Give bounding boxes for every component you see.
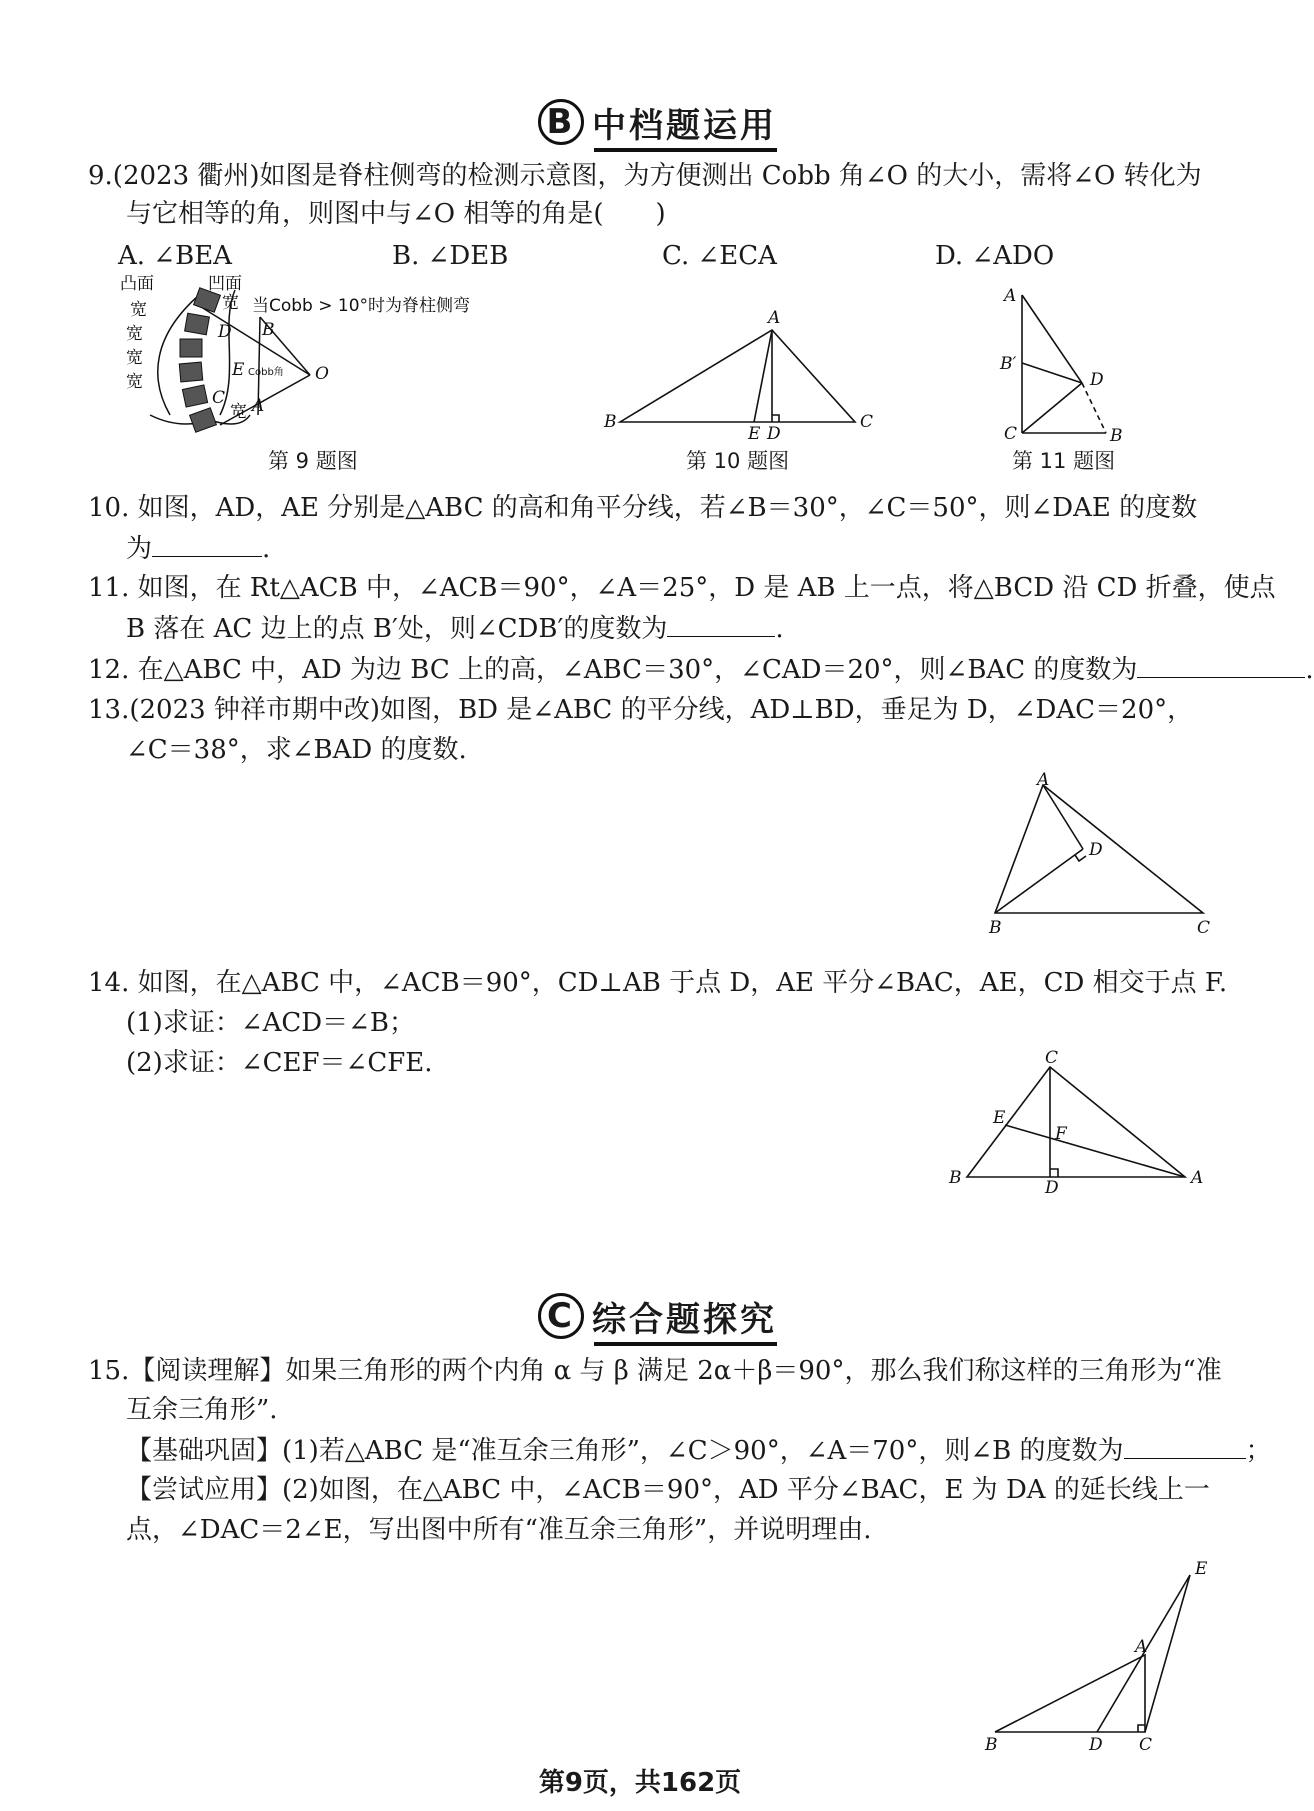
fig11-point-a: A — [1004, 286, 1017, 306]
fig9-point-b: B — [262, 320, 275, 340]
fig10-point-c: C — [860, 412, 874, 432]
fig9-point-a: A — [252, 396, 265, 416]
q12-line1-pre: 12. 在△ABC 中，AD 为边 BC 上的高，∠ABC＝30°，∠CAD＝20°，则∠BAC 的度数为 — [88, 655, 1138, 685]
q9-option-d: D. ∠ADO — [935, 241, 1055, 271]
figure-11-caption: 第 11 题图 — [1012, 449, 1116, 473]
fig14-point-c: C — [1045, 1048, 1059, 1068]
q11-answer-blank[interactable] — [667, 610, 775, 637]
fig9-wide-label-bottom: 宽 — [230, 402, 247, 422]
q10-line1: 10. 如图，AD，AE 分别是△ABC 的高和角平分线，若∠B＝30°，∠C＝50°，则∠DAE 的度数 — [88, 493, 1198, 523]
q10-answer-blank[interactable] — [152, 530, 262, 557]
fig15-point-b: B — [985, 1735, 998, 1755]
fig9-cobb-label: Cobb角 — [248, 367, 284, 378]
fig10-point-e: E — [748, 424, 761, 444]
fig9-point-e: E — [232, 360, 245, 380]
section-b-label: 中档题运用 — [592, 105, 777, 146]
q15-answer-blank[interactable] — [1124, 1432, 1246, 1459]
q15-line3 — [126, 1432, 1272, 1469]
figure-13-triangle — [975, 770, 1215, 940]
q12-line1 — [88, 651, 1314, 688]
fig14-point-b: B — [949, 1168, 962, 1188]
q10-line2-post: . — [262, 534, 271, 564]
page-number-footer: 第9页，共162页 — [538, 1768, 742, 1798]
q14-part2: (2)求证：∠CEF＝∠CFE. — [126, 1048, 433, 1078]
q14-line1: 14. 如图，在△ABC 中，∠ACB＝90°，CD⊥AB 于点 D，AE 平分∠BAC，AE，CD 相交于点 F. — [88, 968, 1228, 998]
figure-9-caption: 第 9 题图 — [268, 449, 358, 473]
q9-option-c: C. ∠ECA — [662, 241, 777, 271]
section-c-underline — [594, 1342, 777, 1346]
section-c-badge: C — [538, 1293, 584, 1339]
fig14-point-d: D — [1045, 1178, 1059, 1198]
q15-line1: 15.【阅读理解】如果三角形的两个内角 α 与 β 满足 2α＋β＝90°，那么我们称这样的三角形为“准 — [88, 1356, 1222, 1386]
fig9-wide-label-1: 宽 — [130, 300, 147, 320]
fig9-wide-label-top: 宽 — [222, 293, 239, 313]
q9-line1: 9.(2023 衢州)如图是脊柱侧弯的检测示意图，为方便测出 Cobb 角∠O 的大小，需将∠O 转化为 — [88, 161, 1202, 191]
figure-15-triangle — [975, 1559, 1210, 1755]
figure-11-fold-triangle — [1000, 285, 1140, 445]
q15-line3-post: ； — [1245, 1436, 1272, 1466]
figure-10-triangle — [600, 305, 880, 444]
q15-line4: 【尝试应用】(2)如图，在△ABC 中，∠ACB＝90°，AD 平分∠BAC，E 为 DA 的延长线上一 — [126, 1475, 1210, 1505]
figure-10-caption: 第 10 题图 — [686, 449, 790, 473]
q14-part1: (1)求证：∠ACD＝∠B； — [126, 1008, 416, 1038]
section-c-label: 综合题探究 — [592, 1299, 777, 1340]
figure-9-spine-diagram — [110, 275, 510, 450]
fig14-point-f: F — [1055, 1124, 1067, 1144]
fig13-point-c: C — [1197, 918, 1211, 938]
fig11-point-d: D — [1090, 370, 1104, 390]
q11-line1: 11. 如图，在 Rt△ACB 中，∠ACB＝90°，∠A＝25°，D 是 AB 上一点，将△BCD 沿 CD 折叠，使点 — [88, 573, 1276, 603]
q13-line1: 13.(2023 钟祥市期中改)如图，BD 是∠ABC 的平分线，AD⊥BD，垂足为 D，∠DAC＝20°， — [88, 695, 1194, 725]
q10-line2-pre: 为 — [126, 534, 153, 564]
fig14-point-e: E — [993, 1108, 1006, 1128]
fig9-wide-label-3: 宽 — [126, 348, 143, 368]
fig10-point-a: A — [768, 308, 781, 328]
section-c-title — [538, 1290, 777, 1342]
fig11-point-b: B — [1110, 426, 1123, 446]
q12-answer-blank[interactable] — [1137, 651, 1305, 678]
fig13-point-b: B — [989, 918, 1002, 938]
fig9-concave-label: 凹面 — [208, 274, 242, 294]
fig9-note: 当Cobb > 10°时为脊柱侧弯 — [252, 296, 471, 316]
q13-line2: ∠C＝38°，求∠BAD 的度数. — [126, 735, 467, 765]
q9-line2: 与它相等的角，则图中与∠O 相等的角是( ) — [126, 199, 666, 229]
fig9-point-c: C — [212, 388, 226, 408]
fig14-point-a: A — [1191, 1168, 1204, 1188]
section-b-underline — [594, 148, 777, 152]
fig11-point-b-prime: B′ — [1000, 354, 1017, 374]
fig9-point-o: O — [315, 364, 329, 384]
fig11-point-c: C — [1004, 424, 1018, 444]
fig9-point-d: D — [218, 322, 232, 342]
fig9-convex-label: 凸面 — [120, 274, 154, 294]
q15-line2: 互余三角形”. — [126, 1395, 278, 1425]
fig15-point-c: C — [1139, 1735, 1153, 1755]
fig10-point-d: D — [767, 424, 781, 444]
section-b-title — [538, 96, 777, 148]
fig10-point-b: B — [604, 412, 617, 432]
q11-line2-pre: B 落在 AC 边上的点 B′处，则∠CDB′的度数为 — [126, 614, 668, 644]
fig13-point-a: A — [1037, 770, 1050, 790]
q12-line1-post: . — [1305, 655, 1314, 685]
section-b-badge: B — [538, 99, 584, 145]
q9-option-a: A. ∠BEA — [118, 241, 232, 271]
fig13-point-d: D — [1089, 840, 1103, 860]
q15-line5: 点，∠DAC＝2∠E，写出图中所有“准互余三角形”，并说明理由. — [126, 1515, 872, 1545]
q10-line2 — [126, 530, 270, 567]
fig15-point-e: E — [1195, 1559, 1208, 1579]
fig15-point-d: D — [1089, 1735, 1103, 1755]
fig9-wide-label-2: 宽 — [126, 324, 143, 344]
q15-line3-pre: 【基础巩固】(1)若△ABC 是“准互余三角形”，∠C＞90°，∠A＝70°，则∠B 的度数为 — [126, 1436, 1124, 1466]
q9-option-b: B. ∠DEB — [392, 241, 509, 271]
figure-14-triangle — [945, 1045, 1215, 1198]
fig15-point-a: A — [1135, 1637, 1148, 1657]
q11-line2 — [126, 610, 784, 647]
fig9-wide-label-4: 宽 — [126, 372, 143, 392]
q11-line2-post: . — [775, 614, 784, 644]
